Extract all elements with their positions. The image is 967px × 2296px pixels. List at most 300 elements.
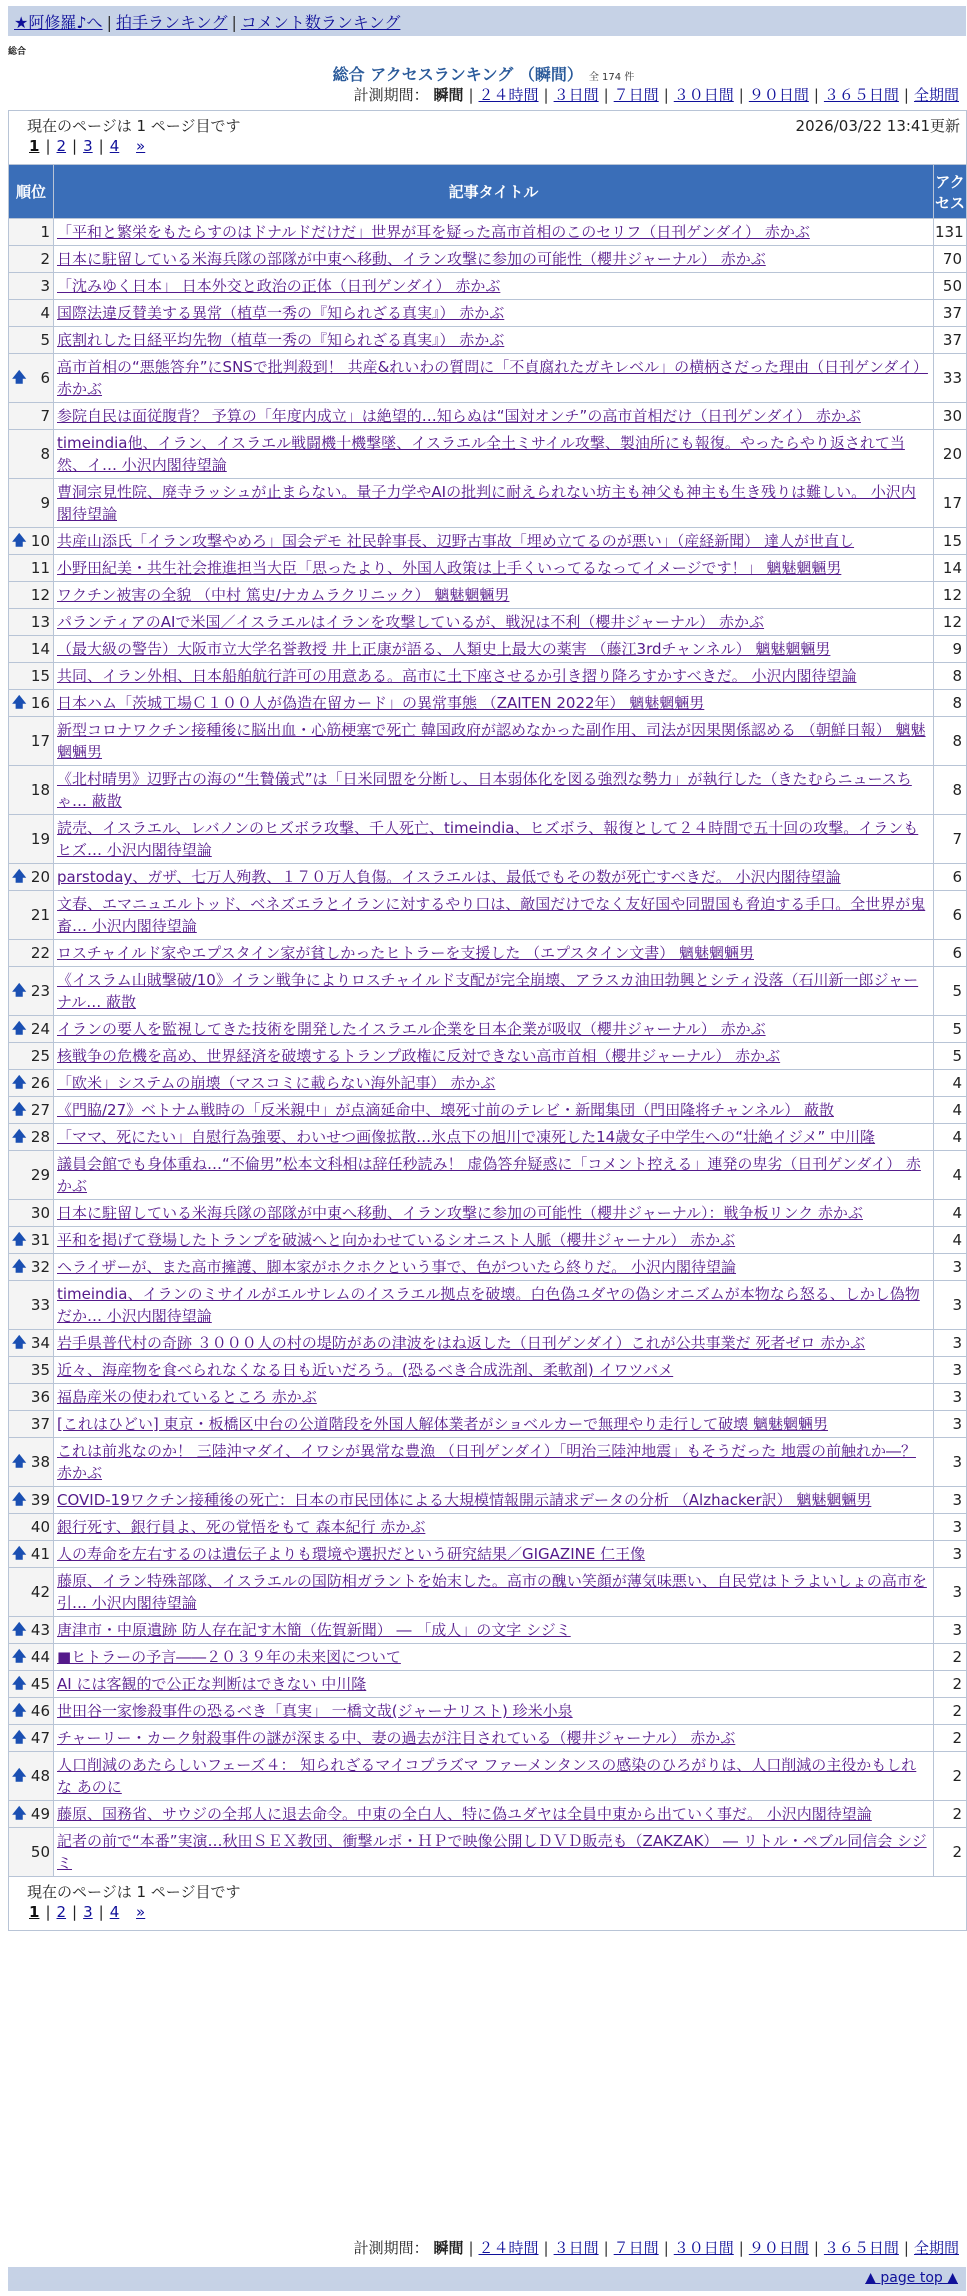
article-link[interactable]: timeindia、イランのミサイルがエルサレムのイスラエル拠点を破壊。白色偽ユダヤの偽シオニズムが本物なら怒る、しかし偽物だか… 小沢内閣待望論 — [57, 1285, 920, 1325]
access-count: 3 — [934, 1487, 967, 1514]
rank-cell — [9, 528, 54, 555]
title-cell — [54, 1752, 934, 1801]
period-link-90d[interactable]: ９０日間 — [748, 2239, 809, 2257]
rank-cell — [9, 967, 54, 1016]
table-row — [9, 663, 967, 690]
page-link-3[interactable]: 3 — [83, 137, 93, 155]
period-link-all[interactable]: 全期間 — [913, 86, 959, 104]
title-cell — [54, 528, 934, 555]
rank-number: 1 — [40, 223, 50, 241]
rank-up-arrow-icon: 🡅 — [12, 1232, 27, 1248]
title-cell — [54, 1411, 934, 1438]
rank-up-arrow-icon: 🡅 — [12, 370, 27, 386]
page-link-2[interactable]: 2 — [56, 137, 67, 155]
rank-up-arrow-icon: 🡅 — [12, 533, 27, 549]
article-link[interactable]: 文春、エマニュエルトッド、ベネズエラとイランに対するやり口は、敵国だけでなく友好国や同盟国も脅迫する手口。全世界が鬼畜… 小沢内閣待望論 — [57, 895, 926, 935]
table-row — [9, 1752, 967, 1801]
article-link[interactable]: 底割れした日経平均先物（植草一秀の『知られざる真実』） 赤かぶ — [57, 331, 505, 349]
title-cell — [54, 1644, 934, 1671]
rank-cell — [9, 1752, 54, 1801]
period-link-90d[interactable]: ９０日間 — [748, 86, 809, 104]
article-link[interactable]: 藤原、イラン特殊部隊、イスラエルの国防相ガラントを始末した。高市の醜い笑顔が薄気味悪い、自民党はトラよいしょの高市を引… 小沢内閣待望論 — [57, 1572, 927, 1612]
article-link[interactable]: COVID-19ワクチン接種後の死亡：日本の市民団体による大規模情報開示請求データの分析 （Alzhacker訳） 魑魅魍魎男 — [57, 1491, 872, 1509]
page-link-3[interactable]: 3 — [83, 1903, 93, 1921]
rank-number: 31 — [30, 1231, 50, 1249]
rank-number: 4 — [40, 304, 50, 322]
article-link[interactable]: これは前兆なのか！ 三陸沖マダイ、イワシが異常な豊漁 （日刊ゲンダイ）「明治三陸沖地震」もそうだった 地震の前触れか―？ 赤かぶ — [57, 1442, 916, 1482]
title-cell — [54, 354, 934, 403]
article-link[interactable]: チャーリー・カーク射殺事件の謎が深まる中、妻の過去が注目されている（櫻井ジャーナル） 赤かぶ — [57, 1729, 736, 1747]
access-count: 3 — [934, 1568, 967, 1617]
title-cell — [54, 1541, 934, 1568]
access-count: 6 — [934, 864, 967, 891]
rank-number: 50 — [30, 1843, 50, 1861]
page-info-top — [9, 111, 967, 165]
rank-up-arrow-icon: 🡅 — [12, 1102, 27, 1118]
title-cell — [54, 864, 934, 891]
table-row — [9, 717, 967, 766]
table-row — [9, 273, 967, 300]
rank-number: 8 — [40, 445, 50, 463]
article-link[interactable]: 日本に駐留している米海兵隊の部隊が中東へ移動、イラン攻撃に参加の可能性（櫻井ジャーナル）：戦争板リンク 赤かぶ — [57, 1204, 863, 1222]
article-link[interactable]: 近々、海産物を食べられなくなる日も近いだろう。(恐るべき合成洗剤、柔軟剤) イワツバメ — [57, 1361, 674, 1379]
access-count: 2 — [934, 1698, 967, 1725]
title-cell — [54, 1828, 934, 1877]
article-link[interactable]: 「沈みゆく日本」 日本外交と政治の正体（日刊ゲンダイ） 赤かぶ — [57, 277, 501, 295]
rank-number: 44 — [30, 1648, 50, 1666]
rank-number: 48 — [30, 1767, 50, 1785]
rank-cell — [9, 479, 54, 528]
period-link-all[interactable]: 全期間 — [913, 2239, 959, 2257]
period-link-365d[interactable]: ３６５日間 — [823, 86, 899, 104]
article-link[interactable]: 人の寿命を左右するのは遺伝子よりも環境や選択だという研究結果／GIGAZINE 仁王像 — [57, 1545, 646, 1563]
title-cell — [54, 327, 934, 354]
rank-cell — [9, 1281, 54, 1330]
rank-number: 41 — [30, 1545, 50, 1563]
article-link[interactable]: 岩手県普代村の奇跡 ３０００人の村の堤防があの津波をはね返した（日刊ゲンダイ）これが公共事業だ 死者ゼロ 赤かぶ — [57, 1334, 866, 1352]
table-row — [9, 1043, 967, 1070]
table-row — [9, 1384, 967, 1411]
period-current: 瞬間 — [433, 86, 464, 104]
rank-cell — [9, 1644, 54, 1671]
access-count: 8 — [934, 690, 967, 717]
rank-number: 33 — [30, 1296, 50, 1314]
table-row — [9, 1438, 967, 1487]
rank-cell — [9, 1227, 54, 1254]
access-count: 8 — [934, 717, 967, 766]
article-link[interactable]: 《北村晴男》辺野古の海の“生贄儀式”は「日米同盟を分断し、日本弱体化を図る強烈な勢力」が執行した（きたむらニュースちゃ… 蔽㪚 — [57, 770, 912, 810]
table-row — [9, 1016, 967, 1043]
rank-cell — [9, 246, 54, 273]
table-row — [9, 1200, 967, 1227]
rank-number: 40 — [30, 1518, 50, 1536]
rank-up-arrow-icon: 🡅 — [12, 1075, 27, 1091]
access-count: 17 — [934, 479, 967, 528]
table-row — [9, 582, 967, 609]
ranking-title: 総合 アクセスランキング （瞬間） — [332, 65, 583, 84]
period-link-365d[interactable]: ３６５日間 — [823, 2239, 899, 2257]
page-info-bottom — [9, 1877, 967, 1931]
table-row — [9, 891, 967, 940]
period-link-3d[interactable]: ３日間 — [553, 2239, 599, 2257]
article-link[interactable]: 銀行死す、銀行員よ、死の覚悟をもて 森本紀行 赤かぶ — [57, 1518, 426, 1536]
rank-number: 30 — [30, 1204, 50, 1222]
rank-number: 2 — [40, 250, 50, 268]
period-link-24h[interactable]: ２４時間 — [478, 86, 539, 104]
rank-cell — [9, 555, 54, 582]
title-cell — [54, 891, 934, 940]
title-cell — [54, 1487, 934, 1514]
ranking-table — [8, 110, 967, 1931]
title-cell — [54, 1568, 934, 1617]
rank-number: 46 — [30, 1702, 50, 1720]
title-cell — [54, 1016, 934, 1043]
title-cell — [54, 1097, 934, 1124]
access-count: 3 — [934, 1281, 967, 1330]
access-count: 5 — [934, 1016, 967, 1043]
nav-link-ashura-home[interactable]: ★阿修羅♪へ — [14, 13, 103, 32]
article-link[interactable]: ワクチン被害の全貌 （中村 篤史/ナカムラクリニック） 魑魅魍魎男 — [57, 586, 510, 604]
rank-cell — [9, 766, 54, 815]
rank-number: 28 — [30, 1128, 50, 1146]
access-count: 8 — [934, 663, 967, 690]
rank-up-arrow-icon: 🡅 — [12, 1335, 27, 1351]
article-link[interactable]: ロスチャイルド家やエプスタイン家が貧しかったヒトラーを支援した （エプスタイン文書） 魑魅魍魎男 — [57, 944, 754, 962]
page-link-4[interactable]: 4 — [109, 137, 120, 155]
rank-cell — [9, 582, 54, 609]
article-link[interactable]: 平和を掲げて登場したトランプを破滅へと向かわせているシオニスト人脈（櫻井ジャーナル） 赤かぶ — [57, 1231, 736, 1249]
rank-cell — [9, 1016, 54, 1043]
table-row — [9, 1227, 967, 1254]
rank-number: 47 — [30, 1729, 50, 1747]
table-row — [9, 1281, 967, 1330]
article-link[interactable]: 藤原、国務省、サウジの全邦人に退去命令。中東の全白人、特に偽ユダヤは全員中東から出ていく事だ。 小沢内閣待望論 — [57, 1805, 872, 1823]
table-row — [9, 1411, 967, 1438]
access-count: 3 — [934, 1438, 967, 1487]
category-label: 総合 — [8, 47, 27, 57]
page-top-link[interactable]: ▲ page top ▲ — [865, 2270, 958, 2286]
rank-number: 32 — [30, 1258, 50, 1276]
footer-bar — [8, 2267, 966, 2291]
title-cell — [54, 1438, 934, 1487]
title-cell — [54, 1070, 934, 1097]
article-link[interactable]: 国際法違反賛美する異常（植草一秀の『知られざる真実』） 赤かぶ — [57, 304, 505, 322]
period-link-30d[interactable]: ３０日間 — [673, 86, 734, 104]
access-count: 30 — [934, 403, 967, 430]
table-row — [9, 327, 967, 354]
rank-number: 29 — [30, 1166, 50, 1184]
table-row — [9, 1541, 967, 1568]
article-link[interactable]: 共産山添氏「イラン攻撃やめろ」国会デモ 社民幹事長、辺野古事故「埋め立てるのが悪い」（産経新聞） 達人が世直し — [57, 532, 855, 550]
title-cell — [54, 300, 934, 327]
article-link[interactable]: parstoday、ガザ、七万人殉教、１７０万人負傷。イスラエルは、最低でもその数が死亡すべきだ。 小沢内閣待望論 — [57, 868, 841, 886]
rank-number: 35 — [30, 1361, 50, 1379]
article-link[interactable]: 曹洞宗見性院、廃寺ラッシュが止まらない。量子力学やAIの批判に耐えられない坊主も神父も神主も生き残りは難しい。 小沢内閣待望論 — [57, 483, 916, 523]
rank-number: 12 — [30, 586, 50, 604]
article-link[interactable]: 日本ハム「茨城工場Ｃ１００人が偽造在留カード」の異常事態 （ZAITEN 2022年） 魑魅魍魎男 — [57, 694, 705, 712]
rank-cell — [9, 300, 54, 327]
article-link[interactable]: 日本に駐留している米海兵隊の部隊が中東へ移動、イラン攻撃に参加の可能性（櫻井ジャーナル） 赤かぶ — [57, 250, 766, 268]
title-cell — [54, 609, 934, 636]
article-link[interactable]: 新型コロナワクチン接種後に脳出血・心筋梗塞で死亡 韓国政府が認めなかった副作用、司法が因果関係認める （朝鮮日報） 魑魅魍魎男 — [57, 721, 926, 761]
table-row — [9, 1097, 967, 1124]
rank-up-arrow-icon: 🡅 — [12, 1021, 27, 1037]
access-count: 4 — [934, 1151, 967, 1200]
title-cell — [54, 555, 934, 582]
access-count: 3 — [934, 1254, 967, 1281]
title-cell — [54, 690, 934, 717]
article-link[interactable]: ヘライザーが、また高市擁護、脚本家がホクホクという事で、色がついたら終りだ。 小沢内閣待望論 — [57, 1258, 737, 1276]
title-cell — [54, 1514, 934, 1541]
rank-number: 25 — [30, 1047, 50, 1065]
access-count: 2 — [934, 1801, 967, 1828]
access-count: 2 — [934, 1752, 967, 1801]
rank-number: 6 — [40, 369, 50, 387]
table-row — [9, 690, 967, 717]
pagination-top: 1 | 2 | 3 | 4 » — [29, 137, 146, 155]
table-row — [9, 636, 967, 663]
article-link[interactable]: timeindia他、イラン、イスラエル戦闘機十機撃墜、イスラエル全土ミサイル攻撃、製油所にも報復。やったらやり返されて当然、イ… 小沢内閣待望論 — [57, 434, 905, 474]
article-link[interactable]: AI には客観的で公正な判断はできない 中川隆 — [57, 1675, 367, 1693]
rank-number: 3 — [40, 277, 50, 295]
top-nav-bar — [8, 6, 966, 36]
nav-link-applause-ranking[interactable]: 拍手ランキング — [115, 13, 228, 32]
title-cell — [54, 1330, 934, 1357]
table-row — [9, 555, 967, 582]
rank-cell — [9, 609, 54, 636]
period-selector-top: 計測期間： 瞬間 | ２４時間 | ３日間 | ７日間 | ３０日間 | ９０日間 | ３６５日間 | 全期間 — [353, 86, 959, 104]
rank-cell — [9, 815, 54, 864]
access-count: 5 — [934, 1043, 967, 1070]
access-count: 70 — [934, 246, 967, 273]
access-count: 37 — [934, 300, 967, 327]
title-cell — [54, 1384, 934, 1411]
rank-cell — [9, 690, 54, 717]
rank-cell — [9, 1200, 54, 1227]
rank-up-arrow-icon: 🡅 — [12, 983, 27, 999]
total-count: 全 174 件 — [588, 72, 635, 83]
article-link[interactable]: 核戦争の危機を高め、世界経済を破壊するトランプ政権に反対できない高市首相（櫻井ジャーナル） 赤かぶ — [57, 1047, 781, 1065]
title-cell — [54, 479, 934, 528]
title-cell — [54, 246, 934, 273]
period-link-7d[interactable]: ７日間 — [613, 2239, 659, 2257]
page-link-4[interactable]: 4 — [109, 1903, 120, 1921]
rank-cell — [9, 636, 54, 663]
page-link-1[interactable]: 1 — [29, 1903, 40, 1921]
article-link[interactable]: （最大級の警告）大阪市立大学名誉教授 井上正康が語る、人類史上最大の薬害 （藤江3rdチャンネル） 魑魅魍魎男 — [57, 640, 831, 658]
access-count: 12 — [934, 582, 967, 609]
title-cell — [54, 1254, 934, 1281]
access-count: 14 — [934, 555, 967, 582]
article-link[interactable]: 唐津市・中原遺跡 防人存在記す木簡（佐賀新聞） ― 「成人」の文字 シジミ — [57, 1621, 571, 1639]
ranking-rows — [9, 219, 967, 1877]
access-count: 5 — [934, 967, 967, 1016]
article-link[interactable]: 「欧米」システムの崩壊（マスコミに載らない海外記事） 赤かぶ — [57, 1074, 496, 1092]
rank-up-arrow-icon: 🡅 — [12, 869, 27, 885]
table-row — [9, 1725, 967, 1752]
access-count: 3 — [934, 1514, 967, 1541]
article-link[interactable]: 世田谷一家惨殺事件の恐るべき「真実」 一橋文哉(ジャーナリスト) 珍米小泉 — [57, 1702, 573, 1720]
rank-number: 39 — [30, 1491, 50, 1509]
period-label: 計測期間： — [353, 2239, 429, 2257]
rank-cell — [9, 354, 54, 403]
title-cell — [54, 967, 934, 1016]
rank-cell — [9, 1124, 54, 1151]
column-header-rank: 順位 — [9, 165, 54, 219]
table-row — [9, 1330, 967, 1357]
current-page-text: 現在のページは 1 ページ目です — [27, 1883, 241, 1901]
table-row — [9, 1801, 967, 1828]
column-header-count: アクセス — [934, 165, 967, 219]
rank-cell — [9, 1801, 54, 1828]
rank-up-arrow-icon: 🡅 — [12, 1492, 27, 1508]
access-count: 2 — [934, 1671, 967, 1698]
period-link-7d[interactable]: ７日間 — [613, 86, 659, 104]
title-cell — [54, 430, 934, 479]
table-row — [9, 1671, 967, 1698]
table-row — [9, 354, 967, 403]
access-count: 3 — [934, 1541, 967, 1568]
article-link[interactable]: 読売、イスラエル、レバノンのヒズボラ攻撃、千人死亡、timeindia、ヒズボラ、報復として２４時間で五十回の攻撃。イランもヒズ… 小沢内閣待望論 — [57, 819, 919, 859]
rank-number: 11 — [30, 559, 50, 577]
title-cell — [54, 1043, 934, 1070]
page-link-1[interactable]: 1 — [29, 137, 40, 155]
rank-number: 13 — [30, 613, 50, 631]
rank-up-arrow-icon: 🡅 — [12, 695, 27, 711]
rank-number: 10 — [30, 532, 50, 550]
article-link[interactable]: 《門脇/27》ベトナム戦時の「反米親中」が点滴延命中、壊死寸前のテレビ・新聞集団（門田隆将チャンネル） 蔽㪚 — [57, 1101, 834, 1119]
article-link[interactable]: 「ママ、死にたい」自慰行為強要、わいせつ画像拡散…氷点下の旭川で凍死した14歳女子中学生への“壮絶イジメ” 中川隆 — [57, 1128, 876, 1146]
table-row — [9, 403, 967, 430]
article-link[interactable]: 高市首相の“悪態答弁”にSNSで批判殺到！ 共産&れいわの質問に「不貞腐れたガキレベル」の横柄さだった理由（日刊ゲンダイ） 赤かぶ — [57, 358, 928, 398]
access-count: 2 — [934, 1644, 967, 1671]
table-row — [9, 528, 967, 555]
access-count: 3 — [934, 1617, 967, 1644]
rank-number: 23 — [30, 982, 50, 1000]
access-count: 3 — [934, 1384, 967, 1411]
access-count: 6 — [934, 891, 967, 940]
access-count: 4 — [934, 1227, 967, 1254]
article-link[interactable]: [これはひどい] 東京・板橋区中台の公道階段を外国人解体業者がショベルカーで無理やり走行して破壊 魑魅魍魎男 — [57, 1415, 828, 1433]
rank-cell — [9, 1357, 54, 1384]
access-count: 3 — [934, 1357, 967, 1384]
rank-number: 9 — [40, 494, 50, 512]
current-page-text: 現在のページは 1 ページ目です — [27, 117, 241, 135]
access-count: 3 — [934, 1411, 967, 1438]
table-row — [9, 1514, 967, 1541]
access-count: 2 — [934, 1725, 967, 1752]
nav-link-comment-ranking[interactable]: コメント数ランキング — [240, 13, 401, 32]
rank-cell — [9, 327, 54, 354]
rank-cell — [9, 1487, 54, 1514]
rank-cell — [9, 1725, 54, 1752]
title-cell — [54, 766, 934, 815]
rank-cell — [9, 403, 54, 430]
title-cell — [54, 219, 934, 246]
table-row — [9, 1644, 967, 1671]
access-count: 4 — [934, 1200, 967, 1227]
period-link-24h[interactable]: ２４時間 — [478, 2239, 539, 2257]
rank-number: 7 — [40, 407, 50, 425]
title-cell — [54, 1617, 934, 1644]
title-cell — [54, 582, 934, 609]
title-cell — [54, 1124, 934, 1151]
table-row — [9, 479, 967, 528]
period-label: 計測期間： — [353, 86, 429, 104]
rank-cell — [9, 1070, 54, 1097]
title-cell — [54, 1281, 934, 1330]
rank-cell — [9, 1438, 54, 1487]
nav-separator: | — [231, 13, 237, 32]
rank-cell — [9, 1097, 54, 1124]
access-count: 50 — [934, 273, 967, 300]
rank-cell — [9, 1828, 54, 1877]
page-link-next[interactable]: » — [136, 1903, 146, 1921]
article-link[interactable]: 人口削減のあたらしいフェーズ４： 知られざるマイコプラズマ ファーメンタンスの感染のひろがりは、人口削減の主役かもしれな あのに — [57, 1756, 917, 1796]
article-link[interactable]: 参院自民は面従腹背？ 予算の「年度内成立」は絶望的…知らぬは“国対オンチ”の高市首相だけ（日刊ゲンダイ） 赤かぶ — [57, 407, 861, 425]
access-count: 7 — [934, 815, 967, 864]
article-link[interactable]: 共同、イラン外相、日本船舶航行許可の用意ある。高市に土下座させるか引き摺り降ろすかすべきだ。 小沢内閣待望論 — [57, 667, 857, 685]
article-link[interactable]: ■ヒトラーの予言――２０３９年の未来図について — [57, 1648, 401, 1666]
article-link[interactable]: 福島産米の使われているところ 赤かぶ — [57, 1388, 317, 1406]
title-cell — [54, 273, 934, 300]
article-link[interactable]: イランの要人を監視してきた技術を開発したイスラエル企業を日本企業が吸収（櫻井ジャーナル） 赤かぶ — [57, 1020, 766, 1038]
period-link-3d[interactable]: ３日間 — [553, 86, 599, 104]
rank-up-arrow-icon: 🡅 — [12, 1649, 27, 1665]
article-link[interactable]: 記者の前で“本番”実演…秋田ＳＥＸ教団、衝撃ルポ・ＨＰで映像公開しＤＶＤ販売も（ZAKZAK） ― リトル・ペブル同信会 シジミ — [57, 1832, 927, 1872]
rank-cell — [9, 1330, 54, 1357]
title-cell — [54, 815, 934, 864]
title-cell — [54, 940, 934, 967]
article-link[interactable]: 《イスラム山賊撃破/10》イラン戦争によりロスチャイルド支配が完全崩壊、アラスカ油田勃興とシティ没落（石川新一郎ジャーナル… 蔽㪚 — [57, 971, 919, 1011]
rank-cell — [9, 1151, 54, 1200]
access-count: 131 — [934, 219, 967, 246]
article-link[interactable]: 小野田紀美・共生社会推進担当大臣「思ったより、外国人政策は上手くいってるなってイメージです！」 魑魅魍魎男 — [57, 559, 842, 577]
table-row — [9, 1151, 967, 1200]
nav-separator: | — [106, 13, 112, 32]
period-link-30d[interactable]: ３０日間 — [673, 2239, 734, 2257]
page-link-next[interactable]: » — [136, 137, 146, 155]
rank-up-arrow-icon: 🡅 — [12, 1129, 27, 1145]
rank-cell — [9, 1671, 54, 1698]
rank-up-arrow-icon: 🡅 — [12, 1454, 27, 1470]
article-link[interactable]: パランティアのAIで米国／イスラエルはイランを攻撃しているが、戦況は不利（櫻井ジャーナル） 赤かぶ — [57, 613, 765, 631]
title-cell — [54, 403, 934, 430]
rank-number: 14 — [30, 640, 50, 658]
rank-cell — [9, 1254, 54, 1281]
rank-cell — [9, 1541, 54, 1568]
period-selector-bottom: 計測期間： 瞬間 | ２４時間 | ３日間 | ７日間 | ３０日間 | ９０日間 | ３６５日間 | 全期間 — [353, 2239, 959, 2257]
rank-number: 5 — [40, 331, 50, 349]
rank-number: 27 — [30, 1101, 50, 1119]
access-count: 4 — [934, 1124, 967, 1151]
rank-up-arrow-icon: 🡅 — [12, 1259, 27, 1275]
table-row — [9, 1070, 967, 1097]
table-row — [9, 1828, 967, 1877]
rank-cell — [9, 864, 54, 891]
table-row — [9, 246, 967, 273]
page-link-2[interactable]: 2 — [56, 1903, 67, 1921]
title-cell — [54, 1801, 934, 1828]
access-count: 3 — [934, 1330, 967, 1357]
rank-cell — [9, 1384, 54, 1411]
article-link[interactable]: 「平和と繁栄をもたらすのはドナルドだけだ」世界が耳を疑った高市首相のこのセリフ（日刊ゲンダイ） 赤かぶ — [57, 223, 810, 241]
rank-number: 45 — [30, 1675, 50, 1693]
access-count: 2 — [934, 1828, 967, 1877]
title-cell — [54, 717, 934, 766]
article-link[interactable]: 議員会館でも身体重ね…“不倫男”松本文科相は辞任秒読み！ 虚偽答弁疑惑に「コメント控える」連発の卑劣（日刊ゲンダイ） 赤かぶ — [57, 1155, 921, 1195]
rank-number: 43 — [30, 1621, 50, 1639]
